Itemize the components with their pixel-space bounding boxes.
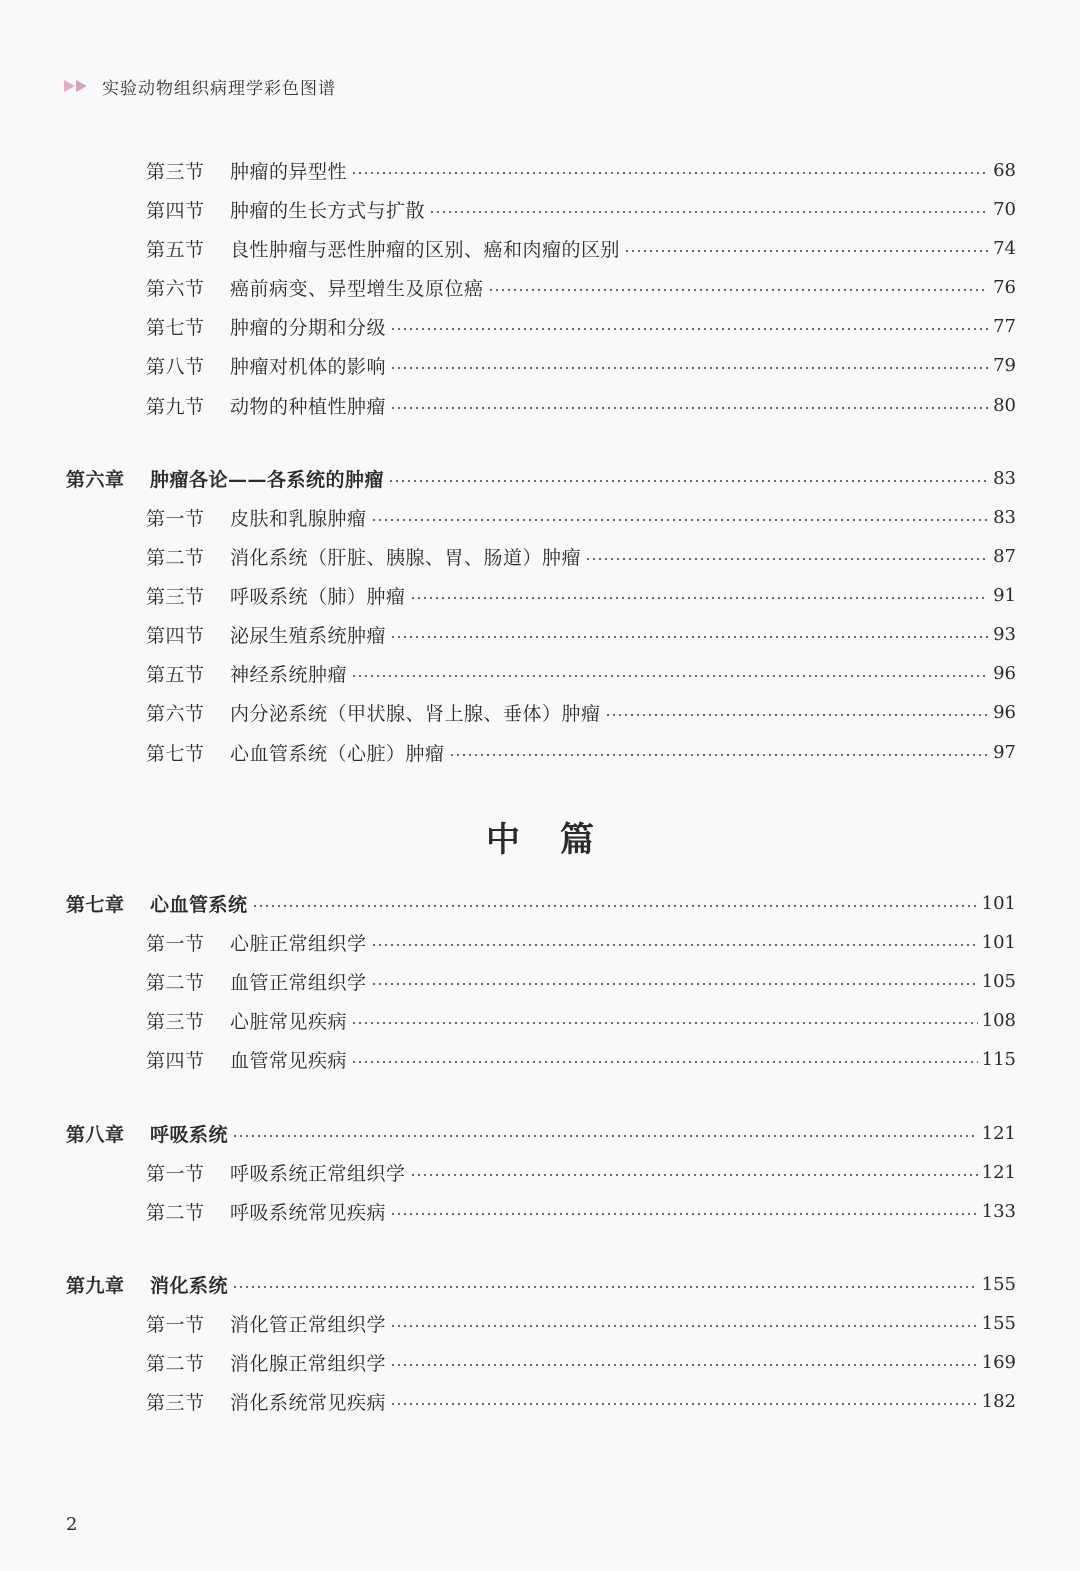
dot-leader — [390, 407, 988, 409]
toc-section-entry — [146, 272, 1016, 302]
entry-title: 心脏正常组织学 — [230, 932, 367, 955]
entry-title: 神经系统肿瘤 — [230, 663, 348, 686]
entry-number: 第二节 — [146, 546, 205, 569]
toc-chapter-entry — [66, 1118, 1016, 1148]
entry-number: 第九章 — [66, 1274, 125, 1297]
dot-leader — [410, 1174, 978, 1176]
entry-title: 消化管正常组织学 — [230, 1313, 387, 1336]
entry-page-number: 121 — [981, 1122, 1016, 1144]
entry-page-number: 155 — [981, 1312, 1016, 1334]
entry-title: 消化系统（肝脏、胰腺、胃、肠道）肿瘤 — [230, 546, 582, 569]
entry-number: 第六节 — [146, 702, 205, 725]
toc-section-entry — [146, 1157, 1016, 1187]
entry-number: 第三节 — [146, 1010, 205, 1033]
entry-title: 消化腺正常组织学 — [230, 1352, 387, 1375]
dot-leader — [410, 597, 988, 599]
toc-section-entry — [146, 580, 1016, 610]
entry-title: 皮肤和乳腺肿瘤 — [230, 507, 367, 530]
entry-page-number: 182 — [981, 1390, 1016, 1412]
entry-title: 呼吸系统 — [150, 1123, 229, 1146]
entry-title: 内分泌系统（甲状腺、肾上腺、垂体）肿瘤 — [230, 702, 601, 725]
toc-section-entry — [146, 1347, 1016, 1377]
toc-section-entry — [146, 1308, 1016, 1338]
entry-title: 心血管系统（心脏）肿瘤 — [230, 742, 445, 765]
dot-leader — [605, 714, 988, 716]
entry-page-number: 80 — [993, 394, 1016, 416]
entry-page-number: 108 — [981, 1009, 1016, 1031]
dot-leader — [351, 675, 988, 677]
entry-title: 肿瘤的生长方式与扩散 — [230, 199, 426, 222]
entry-page-number: 115 — [981, 1048, 1016, 1070]
double-arrow-icon — [64, 80, 88, 92]
entry-page-number: 93 — [993, 623, 1016, 645]
entry-page-number: 97 — [993, 741, 1016, 763]
entry-title: 血管正常组织学 — [230, 971, 367, 994]
toc-section-entry — [146, 1386, 1016, 1416]
dot-leader — [390, 1364, 978, 1366]
entry-number: 第七章 — [66, 893, 125, 916]
toc-chapter-entry — [66, 1269, 1016, 1299]
entry-number: 第二节 — [146, 1201, 205, 1224]
entry-number: 第七节 — [146, 316, 205, 339]
toc-chapter-entry — [66, 888, 1016, 918]
toc-section-entry — [146, 194, 1016, 224]
entry-title: 肿瘤各论——各系统的肿瘤 — [150, 468, 385, 491]
dot-leader — [624, 250, 988, 252]
book-title: 实验动物组织病理学彩色图谱 — [102, 78, 336, 99]
dot-leader — [232, 1286, 978, 1288]
entry-number: 第五节 — [146, 238, 205, 261]
entry-number: 第七节 — [146, 742, 205, 765]
toc-section-entry — [146, 1196, 1016, 1226]
entry-page-number: 101 — [981, 892, 1016, 914]
entry-title: 呼吸系统正常组织学 — [230, 1162, 406, 1185]
entry-number: 第六节 — [146, 277, 205, 300]
entry-number: 第三节 — [146, 1391, 205, 1414]
toc-section-entry — [146, 155, 1016, 185]
entry-number: 第三节 — [146, 585, 205, 608]
toc-section-entry — [146, 541, 1016, 571]
toc-section-entry — [146, 311, 1016, 341]
dot-leader — [371, 944, 978, 946]
toc-section-entry — [146, 502, 1016, 532]
toc-section-entry — [146, 1005, 1016, 1035]
dot-leader — [390, 328, 988, 330]
entry-number: 第二节 — [146, 971, 205, 994]
toc-section-entry — [146, 233, 1016, 263]
entry-number: 第四节 — [146, 199, 205, 222]
dot-leader — [390, 1213, 978, 1215]
entry-page-number: 101 — [981, 931, 1016, 953]
entry-number: 第八节 — [146, 355, 205, 378]
entry-title: 血管常见疾病 — [230, 1049, 348, 1072]
toc-section-entry — [146, 966, 1016, 996]
entry-title: 癌前病变、异型增生及原位癌 — [230, 277, 484, 300]
entry-title: 肿瘤对机体的影响 — [230, 355, 387, 378]
entry-title: 肿瘤的异型性 — [230, 160, 348, 183]
running-header — [64, 72, 336, 100]
entry-page-number: 91 — [993, 584, 1016, 606]
dot-leader — [585, 558, 988, 560]
dot-leader — [371, 983, 978, 985]
entry-page-number: 96 — [993, 662, 1016, 684]
entry-page-number: 96 — [993, 701, 1016, 723]
entry-title: 呼吸系统常见疾病 — [230, 1201, 387, 1224]
entry-page-number: 76 — [993, 276, 1016, 298]
entry-title: 肿瘤的分期和分级 — [230, 316, 387, 339]
dot-leader — [429, 211, 988, 213]
entry-number: 第四节 — [146, 1049, 205, 1072]
toc-section-entry — [146, 737, 1016, 767]
dot-leader — [449, 754, 988, 756]
entry-number: 第一节 — [146, 507, 205, 530]
dot-leader — [390, 367, 988, 369]
dot-leader — [351, 172, 988, 174]
entry-page-number: 155 — [981, 1273, 1016, 1295]
entry-page-number: 133 — [981, 1200, 1016, 1222]
dot-leader — [351, 1022, 978, 1024]
entry-page-number: 83 — [993, 467, 1016, 489]
entry-page-number: 105 — [981, 970, 1016, 992]
entry-number: 第一节 — [146, 932, 205, 955]
entry-page-number: 87 — [993, 545, 1016, 567]
entry-title: 心脏常见疾病 — [230, 1010, 348, 1033]
entry-number: 第八章 — [66, 1123, 125, 1146]
entry-page-number: 77 — [993, 315, 1016, 337]
toc-chapter-entry — [66, 463, 1016, 493]
entry-title: 消化系统常见疾病 — [230, 1391, 387, 1414]
dot-leader — [388, 480, 988, 482]
entry-number: 第二节 — [146, 1352, 205, 1375]
entry-page-number: 169 — [981, 1351, 1016, 1373]
entry-page-number: 121 — [981, 1161, 1016, 1183]
dot-leader — [390, 636, 988, 638]
entry-title: 消化系统 — [150, 1274, 229, 1297]
toc-section-entry — [146, 350, 1016, 380]
entry-number: 第四节 — [146, 624, 205, 647]
entry-title: 泌尿生殖系统肿瘤 — [230, 624, 387, 647]
entry-title: 呼吸系统（肺）肿瘤 — [230, 585, 406, 608]
toc-section-entry — [146, 619, 1016, 649]
entry-page-number: 79 — [993, 354, 1016, 376]
page-number: 2 — [66, 1514, 78, 1535]
dot-leader — [351, 1061, 978, 1063]
entry-title: 心血管系统 — [150, 893, 248, 916]
dot-leader — [371, 519, 988, 521]
entry-title: 动物的种植性肿瘤 — [230, 395, 387, 418]
entry-number: 第一节 — [146, 1313, 205, 1336]
entry-page-number: 83 — [993, 506, 1016, 528]
dot-leader — [390, 1403, 978, 1405]
entry-number: 第九节 — [146, 395, 205, 418]
toc-section-entry — [146, 927, 1016, 957]
dot-leader — [488, 289, 988, 291]
entry-number: 第五节 — [146, 663, 205, 686]
toc-section-entry — [146, 697, 1016, 727]
entry-number: 第三节 — [146, 160, 205, 183]
dot-leader — [252, 905, 978, 907]
part-title: 中篇 — [486, 820, 634, 860]
toc-section-entry — [146, 658, 1016, 688]
entry-number: 第一节 — [146, 1162, 205, 1185]
toc-section-entry — [146, 390, 1016, 420]
entry-page-number: 70 — [993, 198, 1016, 220]
dot-leader — [232, 1135, 978, 1137]
entry-number: 第六章 — [66, 468, 125, 491]
entry-page-number: 68 — [993, 159, 1016, 181]
entry-title: 良性肿瘤与恶性肿瘤的区别、癌和肉瘤的区别 — [230, 238, 621, 261]
toc-section-entry — [146, 1044, 1016, 1074]
entry-page-number: 74 — [993, 237, 1016, 259]
dot-leader — [390, 1325, 978, 1327]
